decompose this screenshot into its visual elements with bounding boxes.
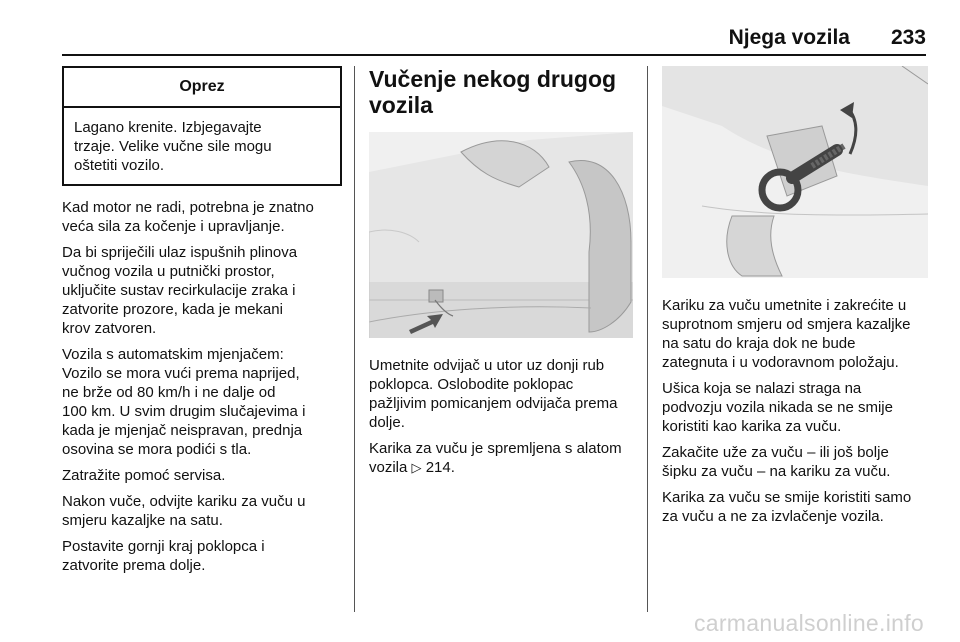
paragraph: Nakon vuče, odvijte kariku za vuču u smjeru kazaljke na satu. <box>62 493 306 529</box>
page-number: 233 <box>890 26 926 49</box>
section-heading: Vučenje nekog drugog vozila <box>369 66 617 118</box>
header-rule <box>62 54 926 56</box>
column-middle <box>369 66 637 484</box>
paragraph: Kariku za vuču umetnite i zakrećite u suprotnom smjeru od smjera kazaljke na satu do kraja dok ne bude zategnuta i u vodoravnom položaju. <box>662 297 911 371</box>
paragraph: Kad motor ne radi, potrebna je znatno veća sila za kočenje i upravljanje. <box>62 199 314 235</box>
paragraph: Zakačite uže za vuču – ili još bolje šipku za vuču – na kariku za vuču. <box>662 444 891 480</box>
paragraph: Umetnite odvijač u utor uz donji rub poklopca. Oslobodite poklopac pažljivim pomicanjem odvijača prema dolje. <box>369 357 618 431</box>
cross-reference-paragraph <box>369 439 637 477</box>
watermark: carmanualsonline.info <box>693 610 924 636</box>
caution-text: Lagano krenite. Izbjegavajte trzaje. Velike vučne sile mogu oštetiti vozilo. <box>74 119 272 174</box>
caution-title: Oprez <box>64 68 340 108</box>
paragraph: Karika za vuču se smije koristiti samo za vuču a ne za izvlačenje vozila. <box>662 489 912 525</box>
column-divider <box>354 66 355 612</box>
column-right <box>662 66 928 533</box>
paragraph: Zatražite pomoć servisa. <box>62 467 226 484</box>
paragraph: Ušica koja se nalazi straga na podvozju vozila nikada se ne smije koristiti kao karika za vuču. <box>662 380 893 435</box>
paragraph: Postavite gornji kraj poklopca i zatvorite prema dolje. <box>62 538 265 574</box>
paragraph-text: Karika za vuču je spremljena s alatom vozila <box>369 440 622 476</box>
paragraph: Da bi spriječili ulaz ispušnih plinova vučnog vozila u putnički prostor, uključite sustav recirkulacije zraka i zatvorite prozore, kada je mekani krov zatvoren. <box>62 244 298 337</box>
cross-reference-arrow-icon: ▷ <box>411 460 422 475</box>
column-divider <box>647 66 648 612</box>
section-title: Njega vozila <box>728 26 850 49</box>
caution-box <box>62 66 342 186</box>
paragraph: Vozila s automatskim mjenjačem: Vozilo se mora vući prema naprijed, ne brže od 80 km/h i ne dalje od 100 km. U svim drugim slučajevima i kada je mjenjač neispravan, prednja osovina se mora podići s tla. <box>62 346 306 458</box>
towing-eye-illustration <box>662 66 928 278</box>
column-left <box>62 66 342 582</box>
reference-page[interactable]: 214. <box>425 459 455 476</box>
car-front-cover-illustration <box>369 132 633 338</box>
